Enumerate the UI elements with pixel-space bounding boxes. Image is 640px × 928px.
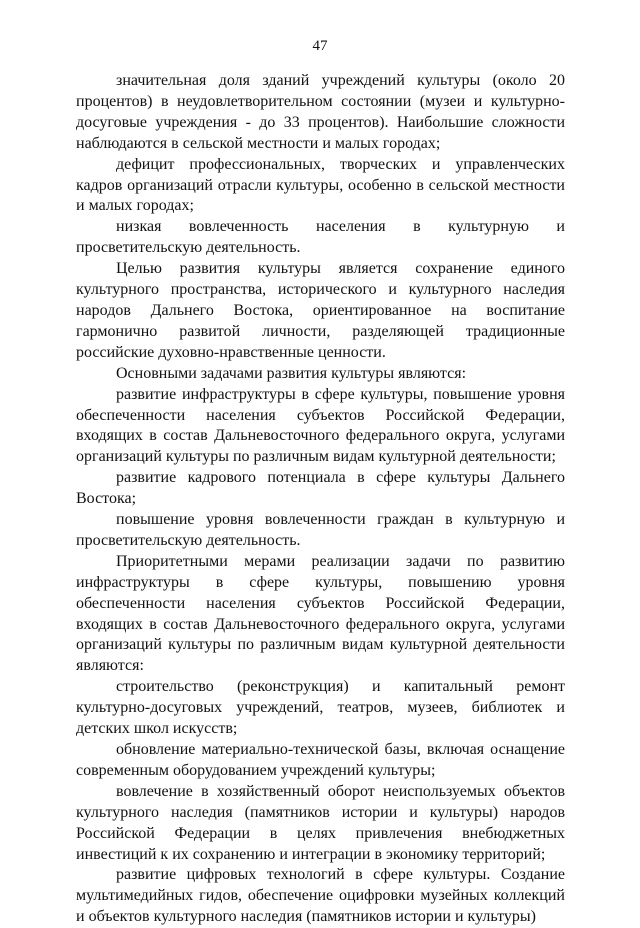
paragraph-3: низкая вовлеченность населения в культурную и просветительскую деятельность.: [76, 218, 565, 257]
paragraph-4: Целью развития культуры является сохранение единого культурного пространства, исторического и культурного наследия народов Дальнего Востока, ориентированное на воспитание гармонично развитой личности, разделяющей традиционные российские духовно-нравственные ценности.: [76, 260, 565, 361]
page-number: 47: [312, 38, 328, 54]
paragraph-7: развитие кадрового потенциала в сфере культуры Дальнего Востока;: [76, 469, 565, 508]
paragraph-6: развитие инфраструктуры в сфере культуры, повышение уровня обеспеченности населения субъектов Российской Федерации, входящих в состав Дальневосточного федерального округа, услугами организаций культуры по различным видам культурной деятельности;: [76, 385, 565, 466]
paragraph-9: Приоритетными мерами реализации задачи по развитию инфраструктуры в сфере культуры, повышению уровня обеспеченности населения субъектов Российской Федерации, входящих в состав Дальневосточного федерального округа, услугами организаций культуры по различным видам культурной деятельности являются:: [76, 552, 565, 675]
paragraph-2: дефицит профессиональных, творческих и управленческих кадров организаций отрасли культуры, особенно в сельской местности и малых городах;: [76, 155, 565, 215]
paragraph-10: строительство (реконструкция) и капитальный ремонт культурно-досуговых учреждений, театров, музеев, библиотек и детских школ искусств;: [76, 678, 565, 738]
paragraph-13: развитие цифровых технологий в сфере культуры. Создание мультимедийных гидов, обеспечение оцифровки музейных коллекций и объектов культурного наследия (памятников истории и культуры): [76, 866, 565, 926]
paragraph-5: Основными задачами развития культуры являются:: [116, 364, 467, 382]
body-text: [76, 71, 565, 928]
paragraph-12: вовлечение в хозяйственный оборот неиспользуемых объектов культурного наследия (памятников истории и культуры) народов Российской Федерации в целях привлечения внебюджетных инвестиций к их сохранению и интеграции в экономику территорий;: [76, 782, 565, 863]
paragraph-1: значительная доля зданий учреждений культуры (около 20 процентов) в неудовлетворительном состоянии (музеи и культурно-досуговые учреждения - до 33 процентов). Наибольшие сложности наблюдаются в сельской местности и малых городах;: [76, 72, 565, 152]
paragraph-11: обновление материально-технической базы, включая оснащение современным оборудованием учреждений культуры;: [76, 741, 565, 779]
paragraph-8: повышение уровня вовлеченности граждан в культурную и просветительскую деятельность.: [76, 511, 565, 549]
